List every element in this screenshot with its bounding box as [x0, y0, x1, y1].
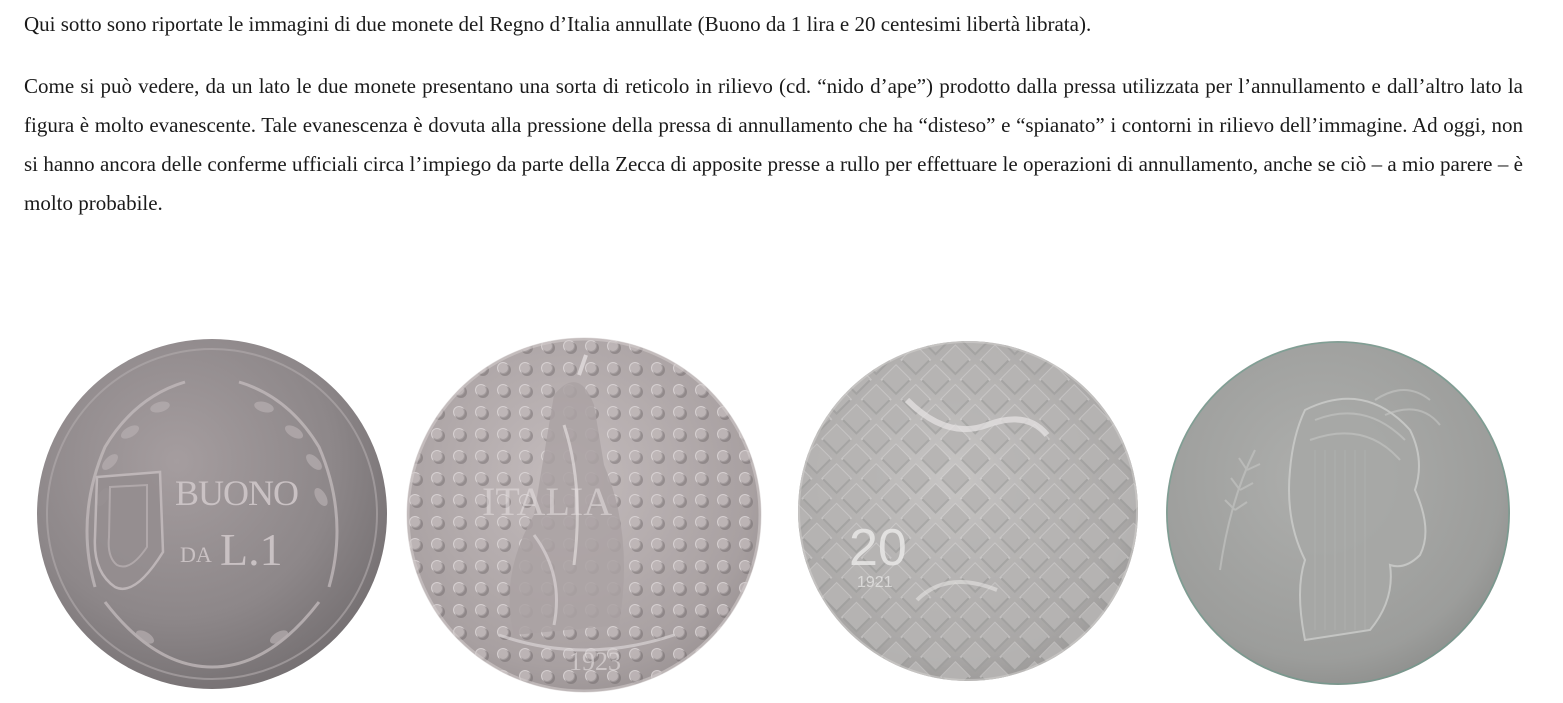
coin-inscription-italia: ITALIA — [482, 479, 613, 524]
buono-1-lira-reverse-coin — [35, 337, 389, 691]
coin-inscription-value: L.1 — [220, 524, 283, 575]
coin-inscription-da: DA — [180, 542, 212, 567]
paragraph-explanation: Come si può vedere, da un lato le due monete presentano una sorta di reticolo in rilievo (cd. “nido d’ape”) prodotto dalla pressa utilizzata per l’annullamento e dall’altro lato la figura è molto evanescente. Tale evanescenza è dovuta alla pressione della pressa di annullamento che ha “disteso” e “spianato” i contorni in rilievo dell’immagine. Ad oggi, non si hanno ancora delle conferme ufficiali circa l’impiego da parte della Zecca di apposite presse a rullo per effettuare le operazioni di annullamento, anche se ciò – a mio parere – è molto probabile. — [24, 74, 1523, 215]
20-centesimi-obverse-coin — [1165, 340, 1511, 686]
paragraph-intro: Qui sotto sono riportate le immagini di due monete del Regno d’Italia annullate (Buono da 1 lira e 20 centesimi libertà librata). — [24, 12, 1092, 36]
coin-inscription-buono: BUONO — [175, 473, 299, 513]
coin-inscription-1921: 1921 — [857, 574, 893, 591]
20-centesimi-reverse-coin — [797, 340, 1139, 682]
buono-1-lira-obverse-coin — [404, 335, 764, 695]
coin-inscription-20: 20 — [849, 519, 907, 577]
coin-inscription-year: 1923 — [569, 647, 621, 676]
